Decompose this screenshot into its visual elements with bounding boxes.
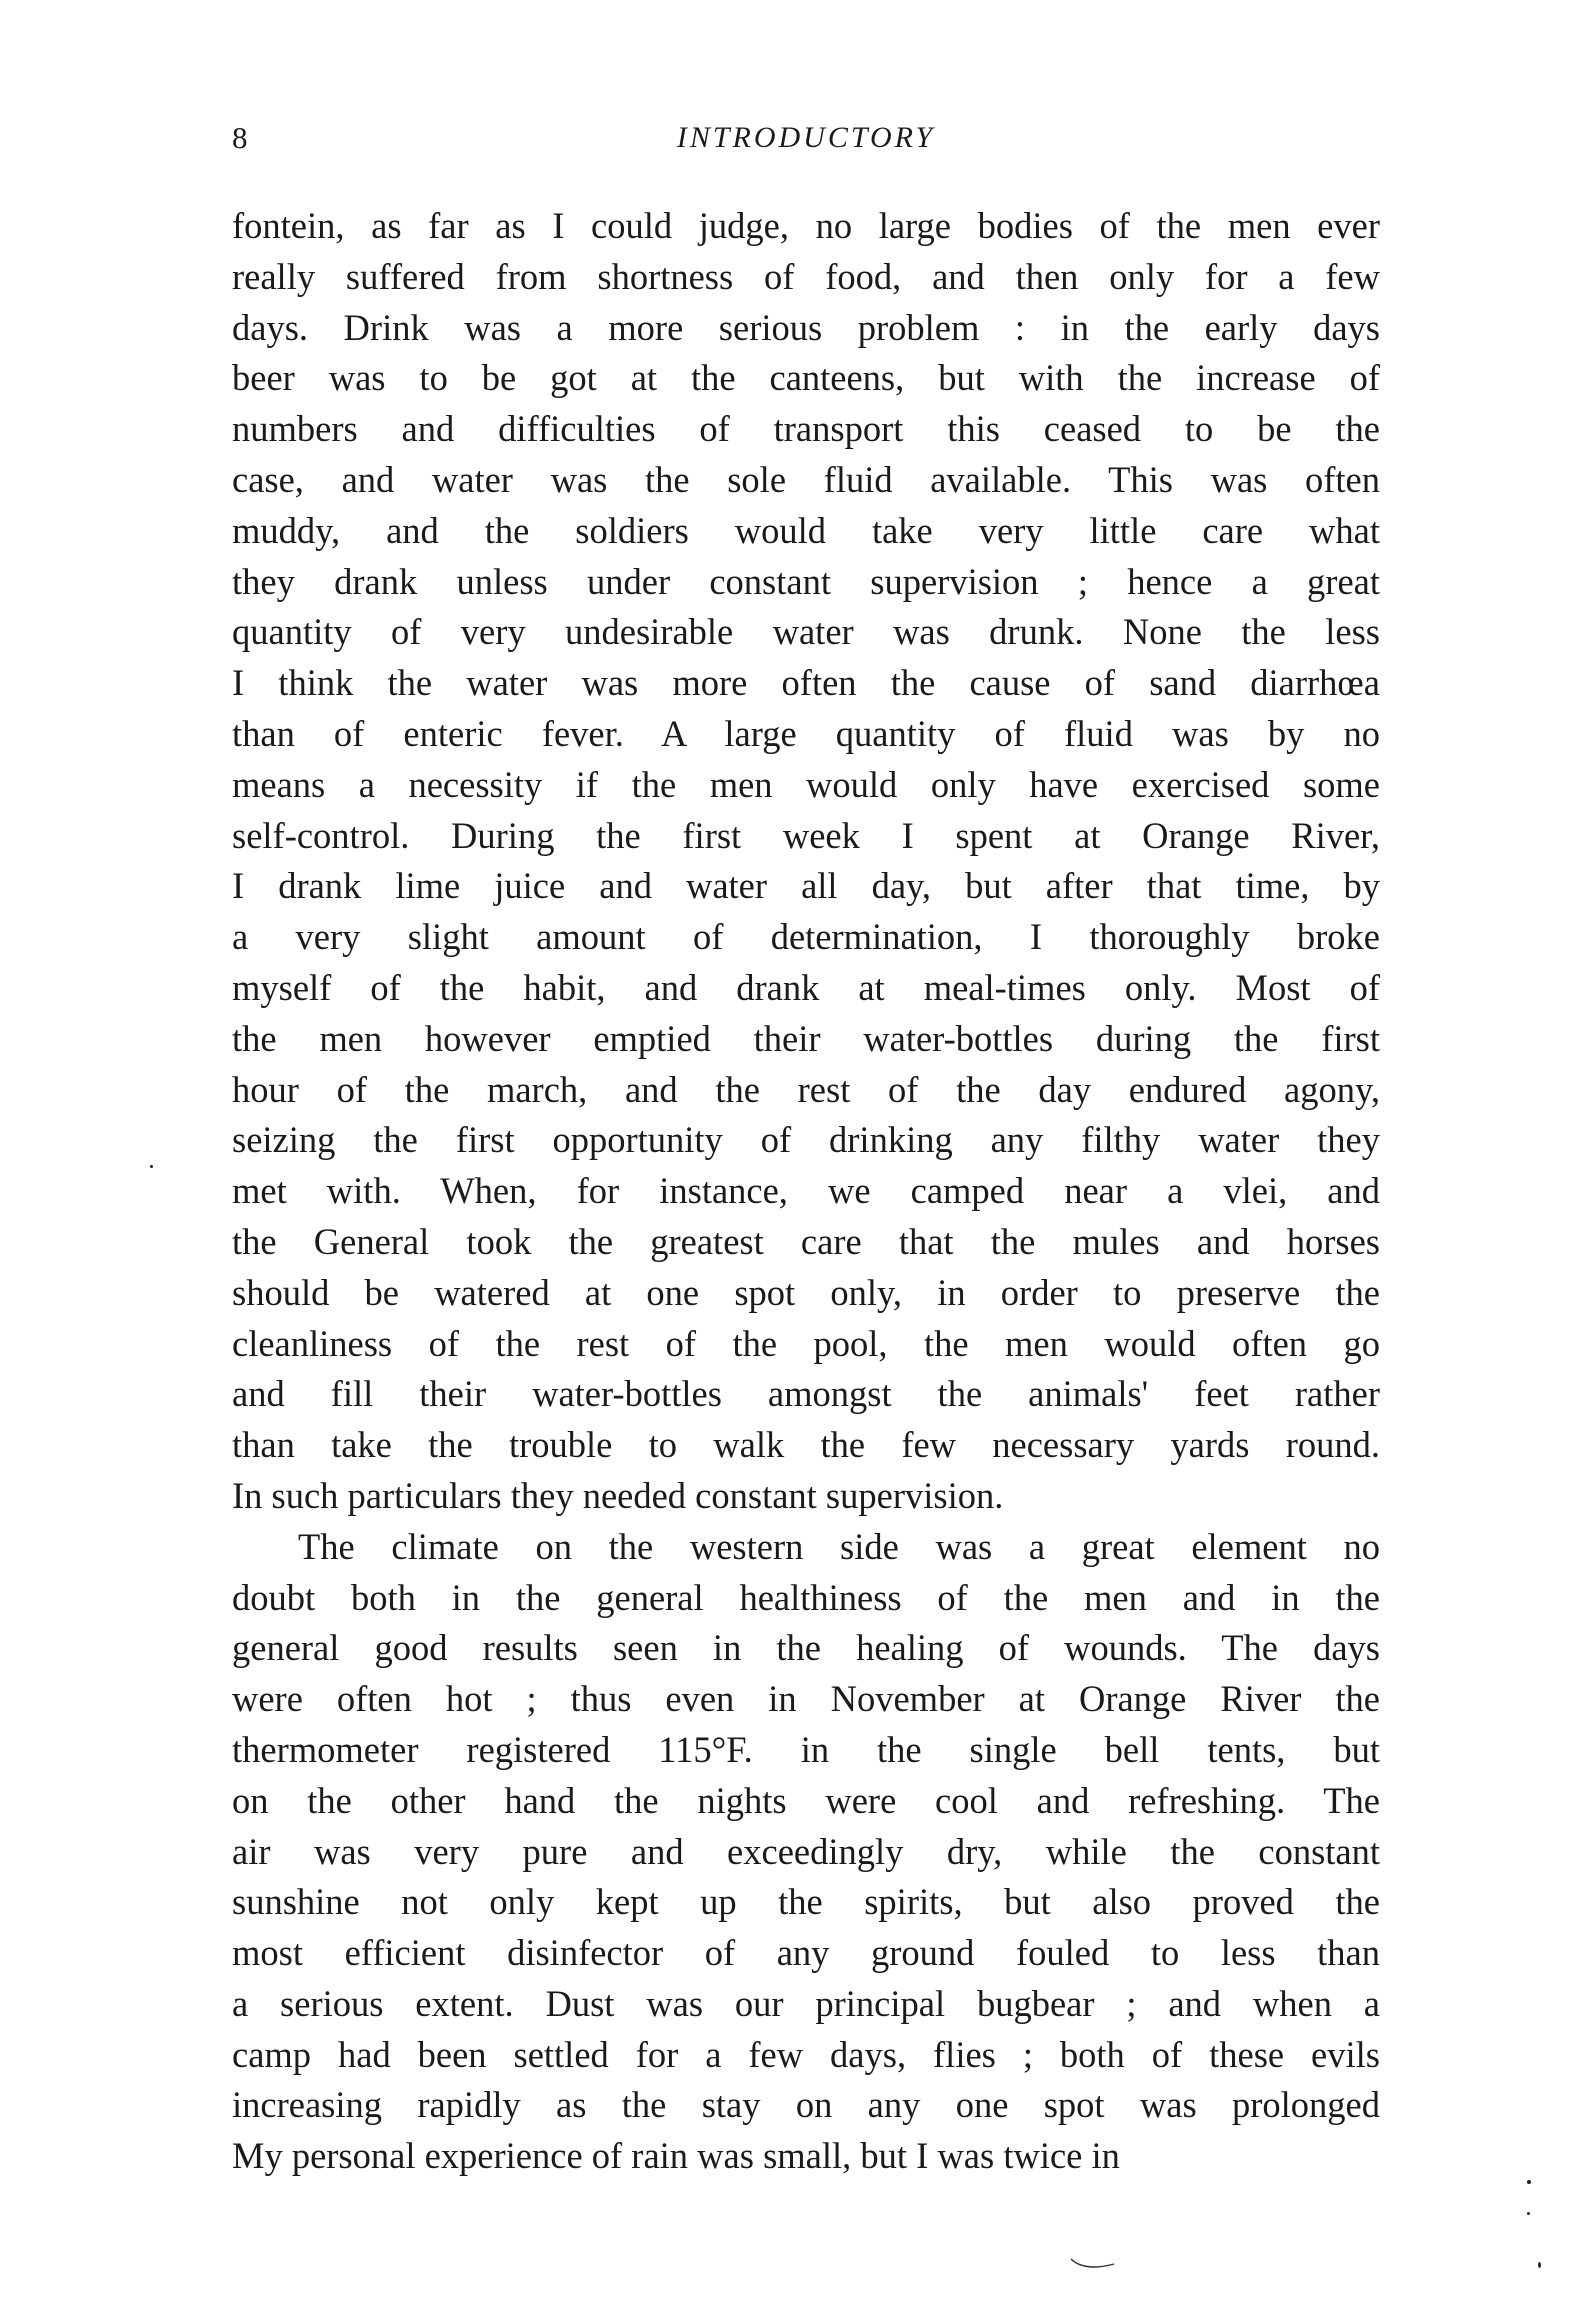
text-line: they drank unless under constant supervision ; hence a great [232, 560, 1380, 602]
page-header [232, 118, 1380, 166]
text-line: The climate on the western side was a great element no [298, 1525, 1380, 1567]
text-line: general good results seen in the healing of wounds. The days [232, 1627, 1380, 1669]
paragraph [232, 201, 1380, 1522]
text-line: most efficient disinfector of any ground fouled to less than [232, 1932, 1380, 1974]
text-line: In such particulars they needed constant supervision. [232, 1474, 1004, 1516]
text-line: a serious extent. Dust was our principal bugbear ; and when a [232, 1982, 1380, 2024]
text-line: numbers and difficulties of transport this ceased to be the [232, 408, 1380, 450]
text-line: and fill their water-bottles amongst the animals' feet rather [232, 1373, 1380, 1415]
text-line: were often hot ; thus even in November at Orange River the [232, 1678, 1380, 1720]
scan-mark [1070, 2256, 1116, 2270]
text-line: really suffered from shortness of food, and then only for a few [232, 255, 1380, 297]
text-line: quantity of very undesirable water was drunk. None the less [232, 611, 1380, 653]
text-line: hour of the march, and the rest of the day endured agony, [232, 1068, 1380, 1110]
body-text [232, 201, 1380, 2182]
text-line: means a necessity if the men would only have exercised some [232, 763, 1380, 805]
text-line: fontein, as far as I could judge, no large bodies of the men ever [232, 205, 1380, 246]
page-number: 8 [232, 120, 248, 155]
text-line: cleanliness of the rest of the pool, the men would often go [232, 1322, 1380, 1364]
text-line: self-control. During the first week I spent at Orange River, [232, 814, 1380, 856]
text-line: beer was to be got at the canteens, but with the increase of [232, 357, 1380, 399]
text-line: myself of the habit, and drank at meal-times only. Most of [232, 966, 1380, 1008]
text-line: the men however emptied their water-bottles during the first [232, 1017, 1380, 1059]
text-line: muddy, and the soldiers would take very little care what [232, 509, 1380, 551]
text-line: My personal experience of rain was small, but I was twice in [232, 2135, 1120, 2177]
text-line: sunshine not only kept up the spirits, but also proved the [232, 1881, 1380, 1923]
text-line: than of enteric fever. A large quantity of fluid was by no [232, 712, 1380, 754]
text-line: case, and water was the sole fluid available. This was often [232, 458, 1380, 500]
text-line: I drank lime juice and water all day, but after that time, by [232, 865, 1380, 907]
text-line: thermometer registered 115°F. in the single bell tents, but [232, 1728, 1380, 1770]
running-head: INTRODUCTORY [676, 121, 936, 154]
text-line: a very slight amount of determination, I thoroughly broke [232, 916, 1380, 958]
text-line: I think the water was more often the cause of sand diarrhœa [232, 662, 1380, 704]
text-line: doubt both in the general healthiness of the men and in the [232, 1576, 1380, 1618]
text-line: should be watered at one spot only, in order to preserve the [232, 1271, 1380, 1313]
text-line: the General took the greatest care that the mules and horses [232, 1220, 1380, 1262]
text-line: camp had been settled for a few days, flies ; both of these evils [232, 2033, 1380, 2075]
text-line: air was very pure and exceedingly dry, while the constant [232, 1830, 1380, 1872]
paragraph [232, 1522, 1380, 2182]
text-line: days. Drink was a more serious problem : in the early days [232, 306, 1380, 348]
text-line: on the other hand the nights were cool and refreshing. The [232, 1779, 1380, 1821]
text-line: than take the trouble to walk the few necessary yards round. [232, 1424, 1380, 1466]
text-line: met with. When, for instance, we camped near a vlei, and [232, 1170, 1380, 1212]
text-line: seizing the first opportunity of drinking any filthy water they [232, 1119, 1380, 1161]
text-line: increasing rapidly as the stay on any one spot was prolonged [232, 2084, 1380, 2126]
